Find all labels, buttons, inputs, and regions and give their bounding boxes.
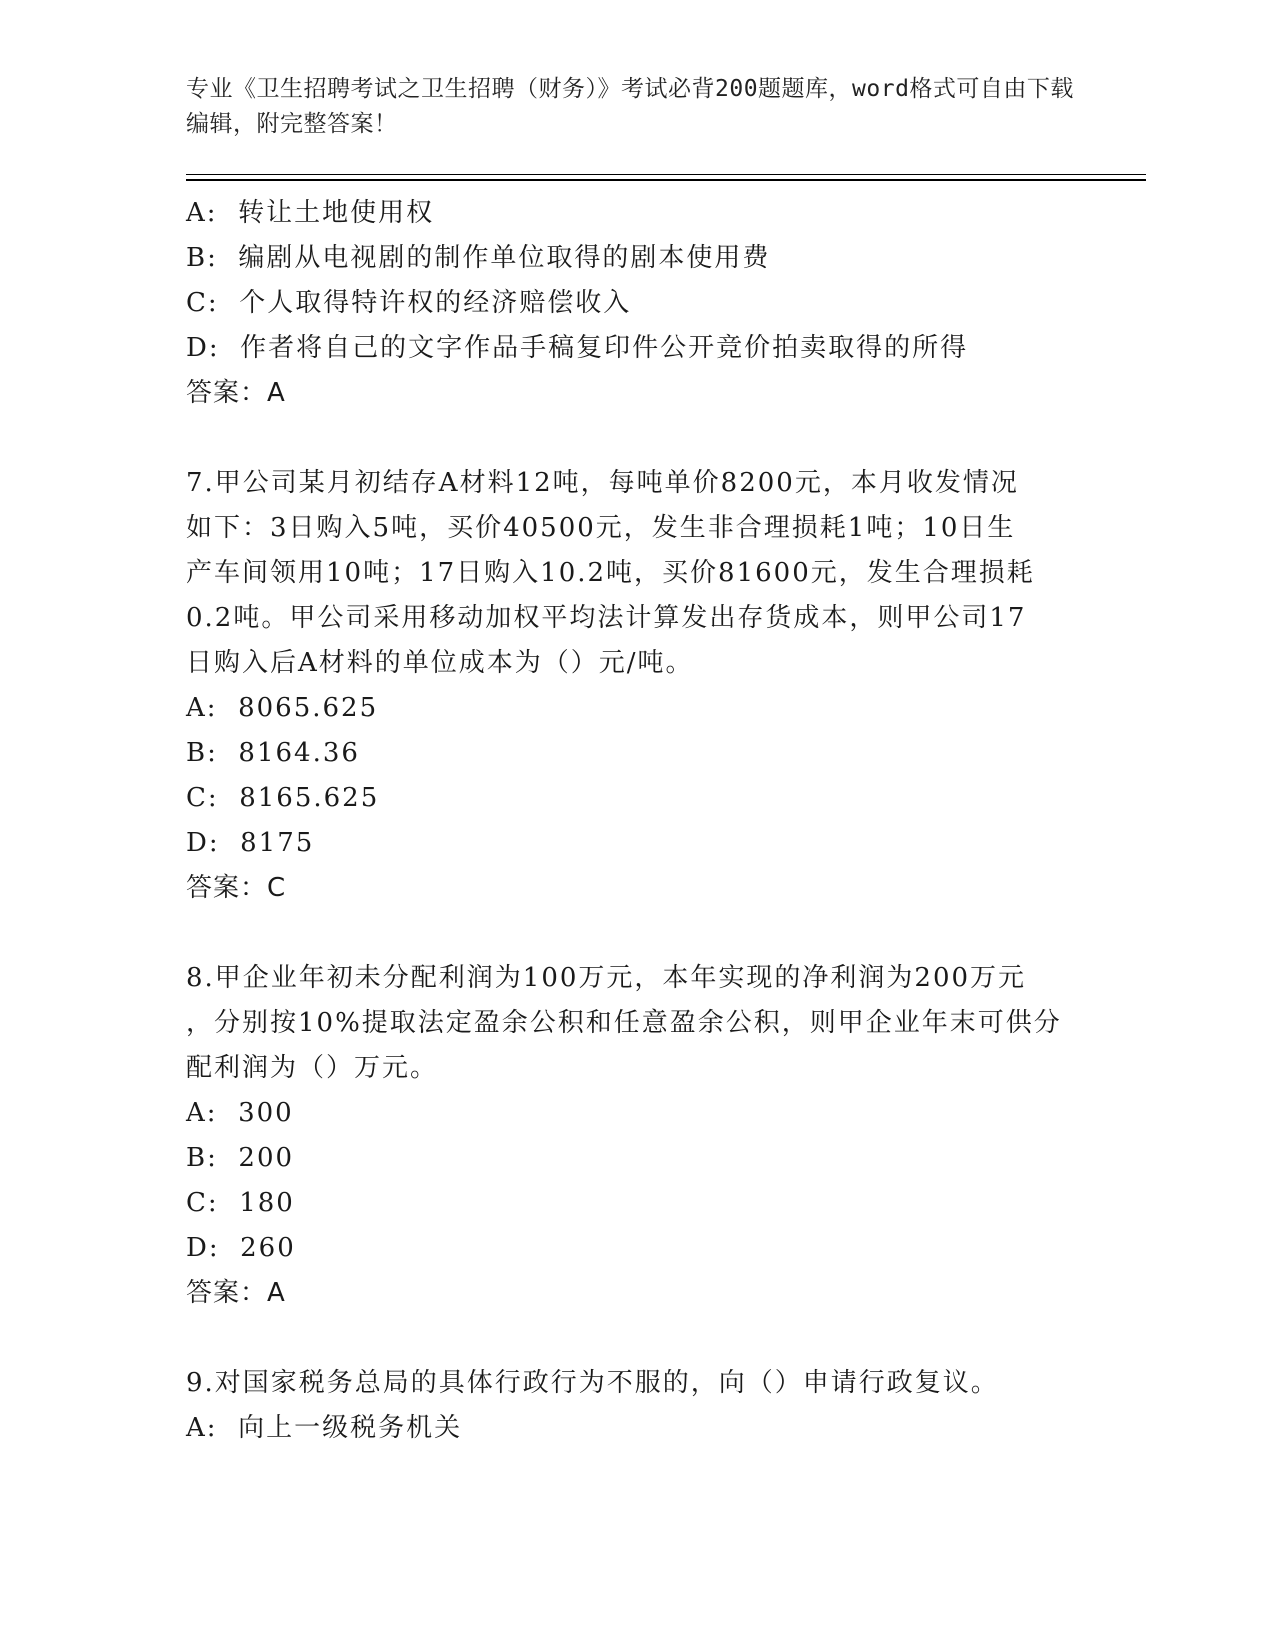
option-key: C: [186,1188,219,1218]
option-text: 300 [238,1098,294,1128]
option-key: A: [186,198,218,228]
question-stem-line: 0.2吨。甲公司采用移动加权平均法计算发出存货成本，则甲公司17 [186,603,1027,633]
option-c [186,281,1086,326]
question-stem-line: 产车间领用10吨；17日购入10.2吨，买价81600元，发生合理损耗 [186,558,1035,588]
option-a [186,1091,1086,1136]
spacer [186,416,1086,461]
option-c [186,776,1086,821]
answer-label: 答案：A [186,378,286,408]
option-key: A: [186,693,218,723]
option-text: 200 [238,1143,295,1173]
option-c [186,1181,1086,1226]
question-8 [186,956,1086,1316]
option-key: D: [186,828,220,858]
option-key: B: [186,1143,218,1173]
document-header-title: 专业《卫生招聘考试之卫生招聘（财务）》考试必背200题题库，word格式可自由下载编辑，附完整答案！ [186,76,1074,137]
option-a [186,191,1086,236]
option-text: 8175 [240,828,315,858]
header-divider-thick [186,179,1146,181]
spacer [186,911,1086,956]
option-a [186,686,1086,731]
question-6 [186,191,1086,416]
question-content [186,191,1086,1451]
option-text: 编剧从电视剧的制作单位取得的剧本使用费 [238,243,771,273]
option-key: A: [186,1413,218,1443]
spacer [186,1316,1086,1361]
option-d [186,1226,1086,1271]
answer-label: 答案：C [186,873,287,903]
option-key: C: [186,288,219,318]
option-text: 作者将自己的文字作品手稿复印件公开竞价拍卖取得的所得 [240,333,969,363]
option-key: A: [186,1098,218,1128]
option-b [186,1136,1086,1181]
question-stem-line: 日购入后A材料的单位成本为（）元/吨。 [186,648,694,678]
question-stem-line: 8.甲企业年初未分配利润为100万元，本年实现的净利润为200万元 [186,963,1027,993]
question-stem-line: 9.对国家税务总局的具体行政行为不服的，向（）申请行政复议。 [186,1368,999,1398]
header-divider-thin [186,174,1146,175]
question-7 [186,461,1086,911]
question-stem-line: 7.甲公司某月初结存A材料12吨，每吨单价8200元，本月收发情况 [186,468,1019,498]
option-d [186,821,1086,866]
option-text: 260 [240,1233,296,1263]
option-b [186,731,1086,776]
option-text: 转让土地使用权 [238,198,435,228]
option-text: 180 [239,1188,295,1218]
question-stem-line: 如下：3日购入5吨，买价40500元，发生非合理损耗1吨；10日生 [186,513,1016,543]
answer-label: 答案：A [186,1278,286,1308]
option-key: B: [186,738,218,768]
option-text: 个人取得特许权的经济赔偿收入 [239,288,632,318]
option-text: 8165.625 [239,783,380,813]
option-key: D: [186,333,220,363]
option-key: D: [186,1233,220,1263]
option-key: B: [186,243,218,273]
option-text: 8065.625 [238,693,379,723]
question-9 [186,1361,1086,1451]
question-stem-line: 配利润为（）万元。 [186,1053,439,1083]
option-key: C: [186,783,219,813]
option-a [186,1406,1086,1451]
option-text: 向上一级税务机关 [238,1413,463,1443]
option-d [186,326,1086,371]
question-stem-line: ，分别按10%提取法定盈余公积和任意盈余公积，则甲企业年末可供分 [186,1008,1062,1038]
option-b [186,236,1086,281]
option-text: 8164.36 [238,738,360,768]
